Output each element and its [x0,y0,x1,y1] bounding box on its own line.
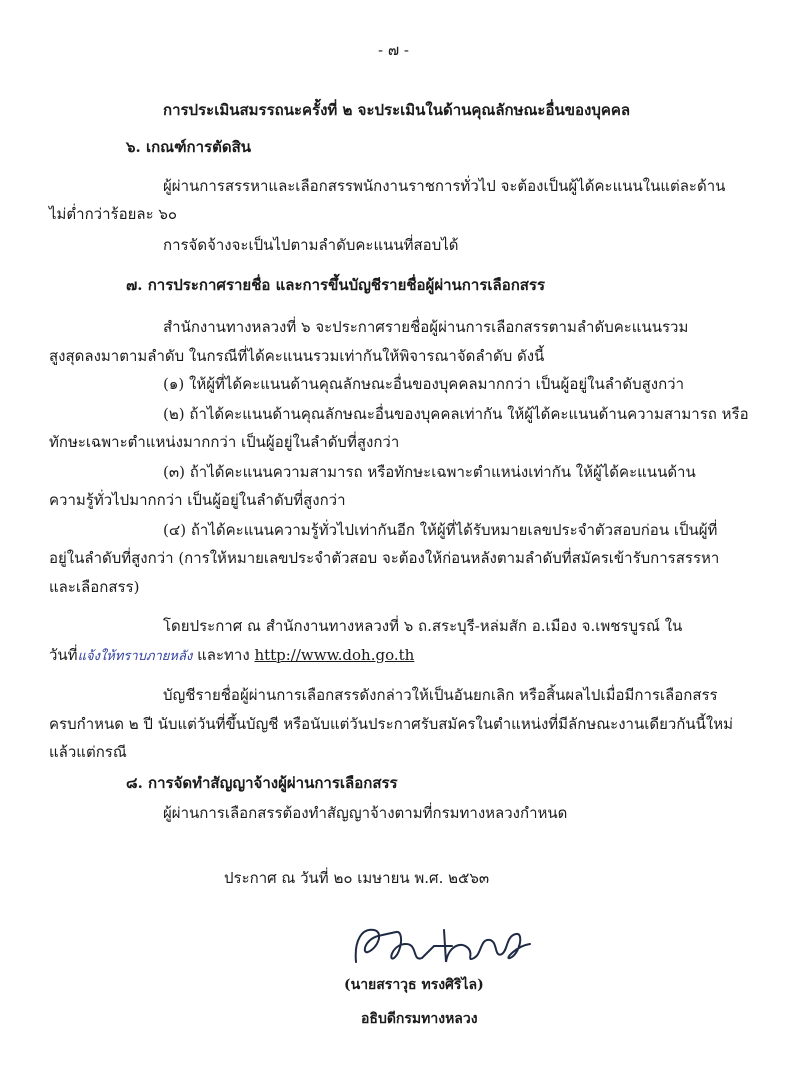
website-link[interactable]: http://www.doh.go.th [254,646,415,664]
section6-para1-line2: ไม่ต่ำกว่าร้อยละ ๖๐ [49,205,178,223]
section7-heading: ๗. การประกาศรายชื่อ และการขึ้นบัญชีรายชื่อผู้ผ่านการเลือกสรร [126,276,546,294]
announce-date-prefix: วันที่ [49,646,78,664]
section6-heading: ๖. เกณฑ์การตัดสิน [126,138,251,156]
section7-item4-line3: และเลือกสรร) [49,578,140,596]
section6-para2: การจัดจ้างจะเป็นไปตามลำดับคะแนนที่สอบได้ [163,236,459,254]
section7-item1: (๑) ให้ผู้ที่ได้คะแนนด้านคุณลักษณะอื่นของบุคคลมากกว่า เป็นผู้อยู่ในลำดับสูงกว่า [163,375,685,393]
section7-item4-line2: อยู่ในลำดับที่สูงกว่า (การให้หมายเลขประจำตัวสอบ จะต้องให้ก่อนหลังตามลำดับที่สมัครเข้ารับการสรรหา [49,549,720,567]
section7-item3-line2: ความรู้ทั่วไปมากกว่า เป็นผู้อยู่ในลำดับที่สูงกว่า [49,491,346,509]
announce-date-line: ประกาศ ณ วันที่ ๒๐ เมษายน พ.ศ. ๒๕๖๓ [224,869,490,887]
section8-heading: ๘. การจัดทำสัญญาจ้างผู้ผ่านการเลือกสรร [126,774,398,792]
signer-title: อธิบดีกรมทางหลวง [361,1011,478,1027]
page-number: - ๗ - [378,41,409,59]
list-validity-line3: แล้วแต่กรณี [49,743,127,761]
section7-intro-line1: สำนักงานทางหลวงที่ ๖ จะประกาศรายชื่อผู้ผ่านการเลือกสรรตามลำดับคะแนนรวม [163,318,689,336]
announce-and-text: และทาง [197,646,250,664]
list-validity-line1: บัญชีรายชื่อผู้ผ่านการเลือกสรรดังกล่าวให้เป็นอันยกเลิก หรือสิ้นผลไปเมื่อมีการเลือกสรร [163,686,718,704]
section7-item2-line2: ทักษะเฉพาะตำแหน่งมากกว่า เป็นผู้อยู่ในลำดับที่สูงกว่า [49,433,400,451]
list-validity-line2: ครบกำหนด ๒ ปี นับแต่วันที่ขึ้นบัญชี หรือนับแต่วันประกาศรับสมัครในตำแหน่งที่มีลักษณะงานเดียวกันนี้ใหม่ [49,715,733,733]
announce-line1: โดยประกาศ ณ สำนักงานทางหลวงที่ ๖ ถ.สระบุรี-หล่มสัก อ.เมือง จ.เพชรบูรณ์ ใน [163,617,683,635]
signer-name: (นายสราวุธ ทรงศิริไล) [344,977,484,993]
announce-line2 [49,645,414,667]
section8-body: ผู้ผ่านการเลือกสรรต้องทำสัญญาจ้างตามที่กรมทางหลวงกำหนด [163,804,568,822]
section7-item4-line1: (๔) ถ้าได้คะแนนความรู้ทั่วไปเท่ากันอีก ให้ผู้ที่ได้รับหมายเลขประจำตัวสอบก่อน เป็นผู้ที่ [163,521,718,539]
handwritten-date-note: แจ้งให้ทราบภายหลัง [77,649,193,664]
section7-item3-line1: (๓) ถ้าได้คะแนนความสามารถ หรือทักษะเฉพาะตำแหน่งเท่ากัน ให้ผู้ได้คะแนนด้าน [163,463,696,481]
section7-item2-line1: (๒) ถ้าได้คะแนนด้านคุณลักษณะอื่นของบุคคลเท่ากัน ให้ผู้ได้คะแนนด้านความสามารถ หรือ [163,405,749,423]
eval-second-text: การประเมินสมรรถนะครั้งที่ ๒ จะประเมินในด้านคุณลักษณะอื่นของบุคคล [163,101,631,119]
section7-intro-line2: สูงสุดลงมาตามลำดับ ในกรณีที่ได้คะแนนรวมเท่ากันให้พิจารณาจัดลำดับ ดังนี้ [49,347,545,365]
handwritten-signature [348,918,548,978]
section6-para1-line1: ผู้ผ่านการสรรหาและเลือกสรรพนักงานราชการทั่วไป จะต้องเป็นผู้ได้คะแนนในแต่ละด้าน [163,177,726,195]
